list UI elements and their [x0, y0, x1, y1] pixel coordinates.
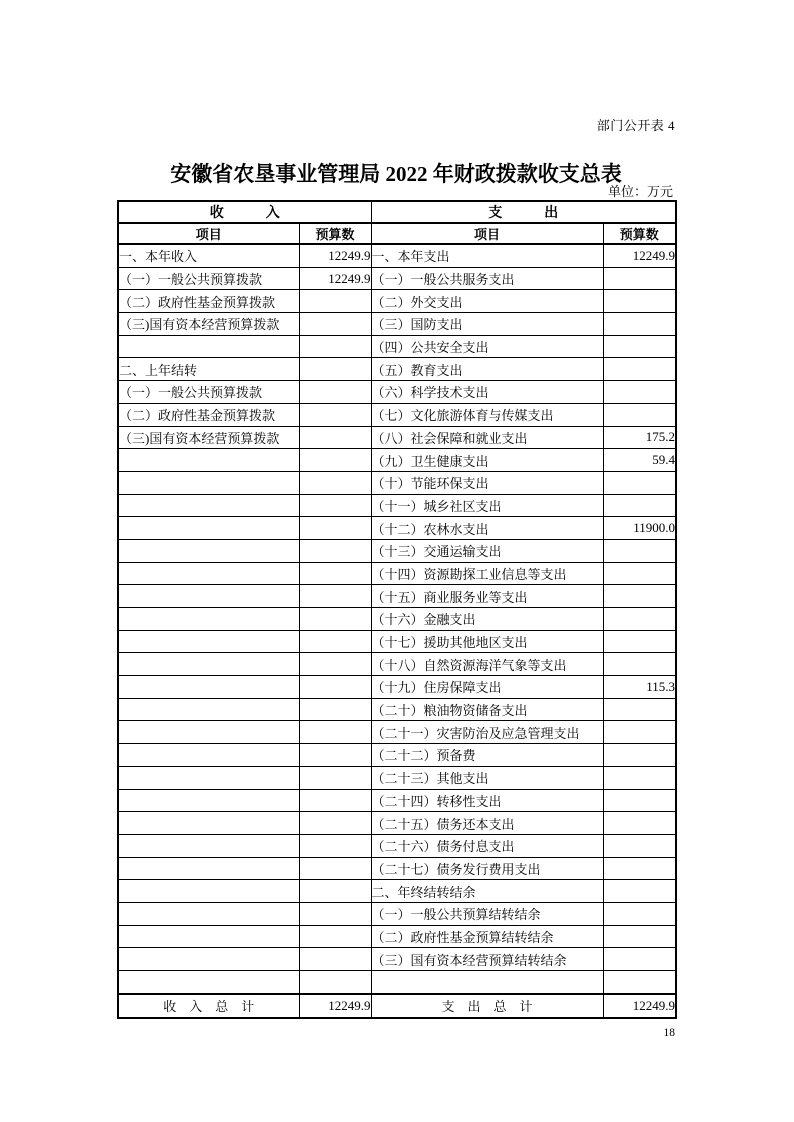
income-item-label [118, 539, 299, 562]
expense-item-label [371, 971, 603, 994]
income-item-value [299, 721, 371, 744]
income-item-value [299, 812, 371, 835]
expense-item-value [603, 381, 676, 404]
page-title: 安徽省农垦事业管理局 2022 年财政拨款收支总表 [170, 162, 622, 187]
expense-item-label: （十六）金融支出 [371, 608, 603, 631]
expense-item-label: （十五）商业服务业等支出 [371, 585, 603, 608]
expense-item-value [603, 744, 676, 767]
table-row [118, 948, 676, 971]
income-item-label: （一）一般公共预算拨款 [118, 381, 299, 404]
income-item-label [118, 812, 299, 835]
expense-item-label: （九）卫生健康支出 [371, 449, 603, 472]
table-row [118, 539, 676, 562]
income-item-label: （二）政府性基金预算拨款 [118, 290, 299, 313]
expense-item-value [603, 608, 676, 631]
income-item-value [299, 449, 371, 472]
table-row [118, 562, 676, 585]
income-item-value [299, 585, 371, 608]
total-row [118, 994, 676, 1018]
income-item-label: （三)国有资本经营预算拨款 [118, 313, 299, 336]
expense-item-label: 一、本年支出 [371, 244, 603, 267]
income-item-value [299, 630, 371, 653]
income-item-label [118, 744, 299, 767]
expense-item-label: （四）公共安全支出 [371, 335, 603, 358]
income-item-label [118, 630, 299, 653]
income-item-label [118, 585, 299, 608]
expense-item-value [603, 653, 676, 676]
income-item-value [299, 517, 371, 540]
expense-item-value [603, 834, 676, 857]
income-item-value [299, 358, 371, 381]
expense-item-label: （二十七）债务发行费用支出 [371, 857, 603, 880]
table-row [118, 971, 676, 994]
income-item-label [118, 721, 299, 744]
income-total-value: 12249.9 [299, 994, 371, 1018]
expense-item-value [603, 267, 676, 290]
income-item-value: 12249.9 [299, 244, 371, 267]
budget-table [117, 200, 677, 1019]
income-item-value [299, 744, 371, 767]
income-item-label [118, 766, 299, 789]
income-item-label: 一、本年收入 [118, 244, 299, 267]
table-row [118, 426, 676, 449]
expense-item-label: （三）国有资本经营预算结转结余 [371, 948, 603, 971]
expense-item-value [603, 471, 676, 494]
table-row [118, 766, 676, 789]
expense-item-label: （二十二）预备费 [371, 744, 603, 767]
table-row [118, 698, 676, 721]
expense-item-value [603, 971, 676, 994]
expense-item-value [603, 766, 676, 789]
expense-item-label: （一）一般公共服务支出 [371, 267, 603, 290]
expense-item-label: （十二）农林水支出 [371, 517, 603, 540]
income-item-label [118, 562, 299, 585]
income-item-label [118, 335, 299, 358]
income-item-value [299, 653, 371, 676]
table-row [118, 834, 676, 857]
table-row [118, 313, 676, 336]
table-row [118, 902, 676, 925]
expense-item-value [603, 925, 676, 948]
expense-item-label: （二十一）灾害防治及应急管理支出 [371, 721, 603, 744]
budget-table-foot [118, 994, 676, 1018]
expense-item-value [603, 698, 676, 721]
income-item-label [118, 449, 299, 472]
expense-item-label: （五）教育支出 [371, 358, 603, 381]
income-total-label: 收 入 总 计 [118, 994, 299, 1018]
table-row [118, 358, 676, 381]
income-item-value [299, 313, 371, 336]
income-item-label [118, 608, 299, 631]
table-row [118, 744, 676, 767]
income-item-label [118, 948, 299, 971]
expense-item-label: （二十）粮油物资储备支出 [371, 698, 603, 721]
income-item-label [118, 789, 299, 812]
income-item-label: （一）一般公共预算拨款 [118, 267, 299, 290]
expense-total-label: 支 出 总 计 [371, 994, 603, 1018]
table-row [118, 653, 676, 676]
table-row [118, 449, 676, 472]
income-item-value: 12249.9 [299, 267, 371, 290]
expense-item-value [603, 358, 676, 381]
expense-item-label: （二十五）债务还本支出 [371, 812, 603, 835]
income-item-column-header: 项目 [118, 223, 299, 244]
column-header-row [118, 223, 676, 244]
table-row [118, 471, 676, 494]
income-item-label [118, 880, 299, 903]
expense-item-value [603, 403, 676, 426]
expense-item-column-header: 项目 [371, 223, 603, 244]
dept-table-label: 部门公开表 4 [596, 118, 675, 133]
income-item-label [118, 517, 299, 540]
expense-item-value [603, 313, 676, 336]
expense-item-label: （十九）住房保障支出 [371, 676, 603, 699]
expense-item-label: （二）政府性基金预算结转结余 [371, 925, 603, 948]
expense-item-value: 59.4 [603, 449, 676, 472]
table-row [118, 335, 676, 358]
table-row [118, 630, 676, 653]
income-item-value [299, 834, 371, 857]
income-section-header: 收 入 [118, 201, 371, 223]
income-item-value [299, 290, 371, 313]
income-item-value [299, 698, 371, 721]
expense-item-value [603, 880, 676, 903]
income-item-value [299, 335, 371, 358]
expense-item-value: 115.3 [603, 676, 676, 699]
income-item-value [299, 381, 371, 404]
table-row [118, 244, 676, 267]
expense-total-value: 12249.9 [603, 994, 676, 1018]
expense-item-value [603, 902, 676, 925]
expense-item-label: （十三）交通运输支出 [371, 539, 603, 562]
table-row [118, 608, 676, 631]
expense-item-value [603, 812, 676, 835]
income-item-label [118, 834, 299, 857]
income-item-value [299, 925, 371, 948]
expense-item-label: （二十四）转移性支出 [371, 789, 603, 812]
income-item-value [299, 880, 371, 903]
expense-item-label: （一）一般公共预算结转结余 [371, 902, 603, 925]
income-item-label [118, 902, 299, 925]
income-item-value [299, 539, 371, 562]
expense-item-label: （十）节能环保支出 [371, 471, 603, 494]
expense-item-value [603, 539, 676, 562]
expense-item-value [603, 335, 676, 358]
expense-item-value [603, 585, 676, 608]
income-budget-column-header: 预算数 [299, 223, 371, 244]
table-row [118, 857, 676, 880]
income-item-value [299, 676, 371, 699]
expense-item-label: （七）文化旅游体育与传媒支出 [371, 403, 603, 426]
expense-item-value [603, 630, 676, 653]
income-item-value [299, 403, 371, 426]
budget-table-body [118, 244, 676, 994]
table-row [118, 403, 676, 426]
income-item-label [118, 676, 299, 699]
expense-item-value [603, 494, 676, 517]
income-item-value [299, 766, 371, 789]
income-item-label [118, 698, 299, 721]
expense-item-label: （十七）援助其他地区支出 [371, 630, 603, 653]
income-item-value [299, 971, 371, 994]
income-item-label [118, 653, 299, 676]
table-row [118, 267, 676, 290]
table-row [118, 517, 676, 540]
income-item-label [118, 857, 299, 880]
page-number: 18 [663, 1027, 675, 1039]
expense-item-label: （二十六）债务付息支出 [371, 834, 603, 857]
expense-item-label: （十八）自然资源海洋气象等支出 [371, 653, 603, 676]
expense-item-label: （三）国防支出 [371, 313, 603, 336]
expense-item-label: 二、年终结转结余 [371, 880, 603, 903]
income-item-label [118, 925, 299, 948]
income-item-value [299, 789, 371, 812]
income-item-label [118, 494, 299, 517]
income-item-value [299, 471, 371, 494]
table-row [118, 789, 676, 812]
table-row [118, 880, 676, 903]
expense-budget-column-header: 预算数 [603, 223, 676, 244]
budget-table-head [118, 201, 676, 244]
expense-item-label: （二十三）其他支出 [371, 766, 603, 789]
table-row [118, 381, 676, 404]
expense-item-value: 175.2 [603, 426, 676, 449]
table-row [118, 585, 676, 608]
expense-section-header: 支 出 [371, 201, 676, 223]
income-item-value [299, 948, 371, 971]
income-item-value [299, 562, 371, 585]
table-row [118, 925, 676, 948]
table-row [118, 676, 676, 699]
income-item-label: （二）政府性基金预算拨款 [118, 403, 299, 426]
expense-item-label: （八）社会保障和就业支出 [371, 426, 603, 449]
income-item-label: （三)国有资本经营预算拨款 [118, 426, 299, 449]
expense-item-value [603, 562, 676, 585]
income-item-value [299, 608, 371, 631]
expense-item-value [603, 857, 676, 880]
expense-item-value: 11900.0 [603, 517, 676, 540]
table-row [118, 812, 676, 835]
income-item-value [299, 494, 371, 517]
expense-item-label: （二）外交支出 [371, 290, 603, 313]
unit-label: 单位：万元 [607, 184, 673, 199]
section-header-row [118, 201, 676, 223]
table-row [118, 721, 676, 744]
expense-item-value: 12249.9 [603, 244, 676, 267]
income-item-label: 二、上年结转 [118, 358, 299, 381]
expense-item-label: （十一）城乡社区支出 [371, 494, 603, 517]
income-item-value [299, 426, 371, 449]
income-item-label [118, 971, 299, 994]
table-row [118, 290, 676, 313]
income-item-value [299, 857, 371, 880]
expense-item-value [603, 789, 676, 812]
table-row [118, 494, 676, 517]
expense-item-label: （十四）资源勘探工业信息等支出 [371, 562, 603, 585]
expense-item-value [603, 721, 676, 744]
expense-item-value [603, 290, 676, 313]
expense-item-value [603, 948, 676, 971]
income-item-label [118, 471, 299, 494]
income-item-value [299, 902, 371, 925]
expense-item-label: （六）科学技术支出 [371, 381, 603, 404]
